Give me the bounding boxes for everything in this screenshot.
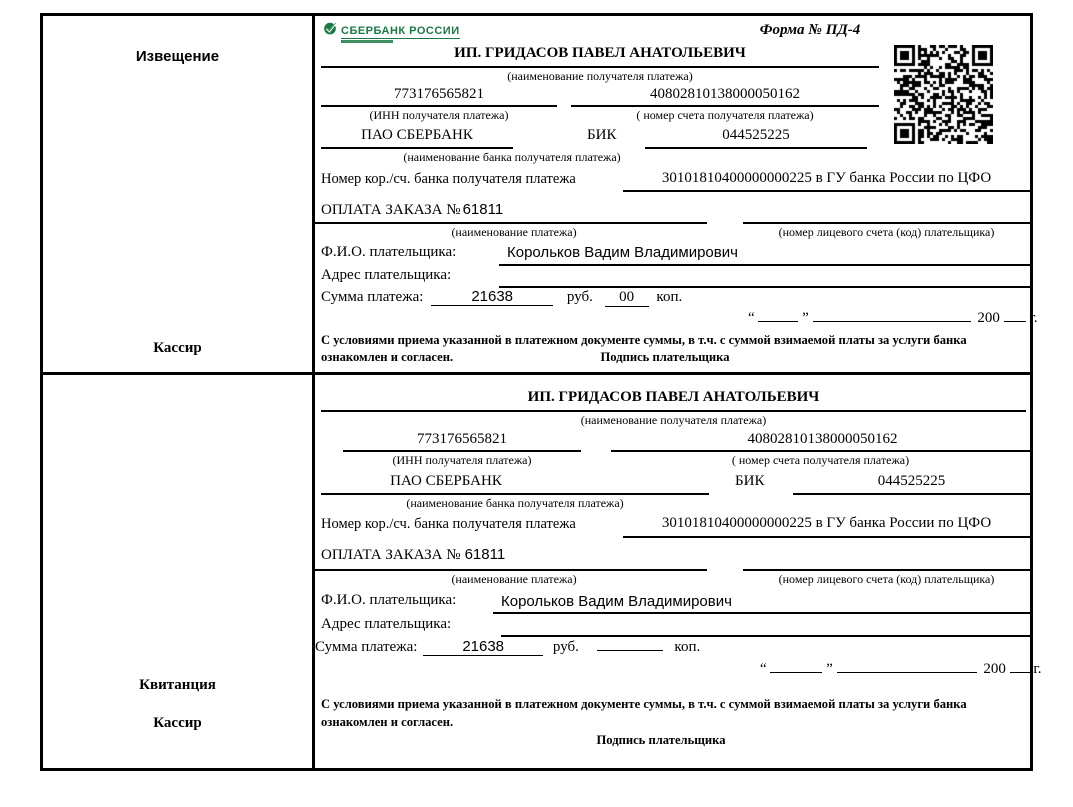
year-suffix: г. bbox=[1033, 661, 1042, 677]
payment-form-pd4 bbox=[40, 13, 1042, 771]
fio-label: Ф.И.О. плательщика: bbox=[321, 592, 457, 608]
recipient-hint: (наименование получателя платежа) bbox=[580, 413, 767, 427]
year-prefix: 200 bbox=[983, 661, 1006, 677]
bik-value: 044525225 bbox=[877, 473, 946, 489]
rule bbox=[743, 222, 1030, 224]
year-blank bbox=[1010, 672, 1030, 673]
bank-name-value: ПАО СБЕРБАНК bbox=[361, 127, 473, 143]
payment-purpose bbox=[321, 546, 505, 564]
rule bbox=[321, 493, 709, 495]
receipt-section bbox=[43, 375, 1042, 768]
rule bbox=[321, 410, 1026, 412]
quote-close: ” bbox=[802, 310, 809, 326]
korr-label: Номер кор./сч. банка получателя платежа bbox=[321, 516, 576, 532]
rule bbox=[645, 147, 867, 149]
kop-label: коп. bbox=[656, 289, 683, 305]
receipt-left-cell bbox=[43, 375, 315, 768]
form-number-label: Форма № ПД-4 bbox=[759, 22, 861, 38]
bank-hint: (наименование банка получателя платежа) bbox=[406, 496, 624, 510]
address-label: Адрес плательщика: bbox=[321, 267, 452, 283]
sberbank-emblem-icon bbox=[323, 21, 337, 40]
inn-hint: (ИНН получателя платежа) bbox=[369, 108, 509, 122]
bank-logo-tagline-bar bbox=[341, 40, 393, 43]
rule bbox=[493, 612, 1030, 614]
rule bbox=[623, 190, 1030, 192]
qr-code bbox=[894, 45, 993, 144]
receipt-title: Квитанция bbox=[139, 677, 216, 693]
purpose-label: ОПЛАТА ЗАКАЗА № bbox=[321, 202, 461, 218]
agreement-line1: С условиями приема указанной в платежном документе суммы, в т.ч. с суммой взимаемой платы за услуги банка bbox=[321, 697, 967, 711]
quote-close: ” bbox=[826, 661, 833, 677]
order-number: 61811 bbox=[464, 546, 506, 563]
fio-label: Ф.И.О. плательщика: bbox=[321, 244, 457, 260]
korr-value: 30101810400000000225 в ГУ банка России по ЦФО bbox=[661, 170, 992, 186]
rule bbox=[315, 569, 707, 571]
receipt-form-cell bbox=[315, 375, 1042, 768]
agreement-line2: ознакомлен и согласен. bbox=[321, 350, 454, 364]
bank-name-value: ПАО СБЕРБАНК bbox=[390, 473, 502, 489]
day-blank bbox=[770, 672, 822, 673]
quote-open: “ bbox=[748, 310, 755, 326]
cashier-label: Кассир bbox=[153, 715, 202, 731]
notice-section bbox=[43, 16, 1038, 375]
sum-label: Сумма платежа: bbox=[315, 639, 418, 655]
signature-label: Подпись плательщика bbox=[596, 733, 726, 747]
cashier-label: Кассир bbox=[153, 340, 202, 356]
personal-account-hint: (номер лицевого счета (код) плательщика) bbox=[778, 225, 995, 239]
year-prefix: 200 bbox=[977, 310, 1000, 326]
account-hint: ( номер счета получателя платежа) bbox=[731, 453, 910, 467]
sberbank-logo bbox=[323, 21, 460, 43]
year-blank bbox=[1004, 321, 1026, 322]
bik-value: 044525225 bbox=[722, 127, 790, 143]
rule bbox=[501, 635, 1030, 637]
rule bbox=[315, 222, 707, 224]
amount-row bbox=[321, 288, 682, 307]
rule bbox=[571, 105, 879, 107]
rule bbox=[321, 147, 513, 149]
inn-hint: (ИНН получателя платежа) bbox=[392, 453, 532, 467]
rub-label: руб. bbox=[552, 639, 579, 655]
sum-label: Сумма платежа: bbox=[321, 289, 424, 305]
korr-label: Номер кор./сч. банка получателя платежа bbox=[321, 171, 576, 187]
quote-open: “ bbox=[760, 661, 767, 677]
payer-name-value: Корольков Вадим Владимирович bbox=[507, 244, 738, 261]
account-value: 40802810138000050162 bbox=[747, 431, 898, 447]
order-number: 61811 bbox=[462, 201, 504, 218]
amount-kop-value: 00 bbox=[605, 289, 649, 307]
year-suffix: г. bbox=[1029, 310, 1038, 326]
rule bbox=[343, 450, 581, 452]
address-label: Адрес плательщика: bbox=[321, 616, 452, 632]
bank-logo-text: СБЕРБАНК РОССИИ bbox=[341, 25, 460, 37]
amount-rub-value: 21638 bbox=[423, 638, 543, 656]
signature-label: Подпись плательщика bbox=[600, 350, 730, 364]
agreement-line2: ознакомлен и согласен. bbox=[321, 715, 454, 729]
notice-title: Извещение bbox=[135, 48, 220, 65]
rule bbox=[321, 105, 557, 107]
payment-purpose bbox=[321, 201, 503, 219]
account-value: 40802810138000050162 bbox=[650, 86, 800, 102]
payment-hint: (наименование платежа) bbox=[451, 572, 577, 586]
rub-label: руб. bbox=[566, 289, 593, 305]
purpose-label: ОПЛАТА ЗАКАЗА № bbox=[321, 547, 461, 563]
bik-label: БИК bbox=[735, 473, 765, 489]
recipient-hint: (наименование получателя платежа) bbox=[507, 69, 693, 83]
bik-label: БИК bbox=[587, 127, 617, 143]
notice-left-cell bbox=[43, 16, 315, 372]
account-hint: ( номер счета получателя платежа) bbox=[636, 108, 814, 122]
payment-hint: (наименование платежа) bbox=[451, 225, 577, 239]
month-blank bbox=[837, 672, 977, 673]
amount-rub-value: 21638 bbox=[431, 288, 553, 306]
rule bbox=[321, 66, 879, 68]
payer-name-value: Корольков Вадим Владимирович bbox=[501, 593, 732, 610]
korr-value: 30101810400000000225 в ГУ банка России по ЦФО bbox=[661, 515, 992, 531]
rule bbox=[623, 536, 1030, 538]
inn-value: 773176565821 bbox=[417, 431, 507, 447]
amount-row bbox=[315, 638, 700, 656]
recipient-name: ИП. ГРИДАСОВ ПАВЕЛ АНАТОЛЬЕВИЧ bbox=[527, 389, 820, 405]
rule bbox=[743, 569, 1030, 571]
notice-form-cell bbox=[315, 16, 1038, 372]
day-blank bbox=[758, 321, 798, 322]
rule bbox=[611, 450, 1030, 452]
inn-value: 773176565821 bbox=[394, 86, 484, 102]
bank-hint: (наименование банка получателя платежа) bbox=[403, 150, 621, 164]
date-line bbox=[748, 310, 1038, 327]
recipient-name: ИП. ГРИДАСОВ ПАВЕЛ АНАТОЛЬЕВИЧ bbox=[454, 45, 746, 61]
agreement-line1: С условиями приема указанной в платежном документе суммы, в т.ч. с суммой взимаемой платы за услуги банка bbox=[321, 333, 967, 347]
kop-label: коп. bbox=[674, 639, 701, 655]
rule bbox=[499, 264, 1030, 266]
rule bbox=[793, 493, 1030, 495]
amount-kop-value bbox=[597, 650, 663, 651]
month-blank bbox=[813, 321, 971, 322]
personal-account-hint: (номер лицевого счета (код) плательщика) bbox=[778, 572, 995, 586]
date-line bbox=[760, 661, 1042, 678]
